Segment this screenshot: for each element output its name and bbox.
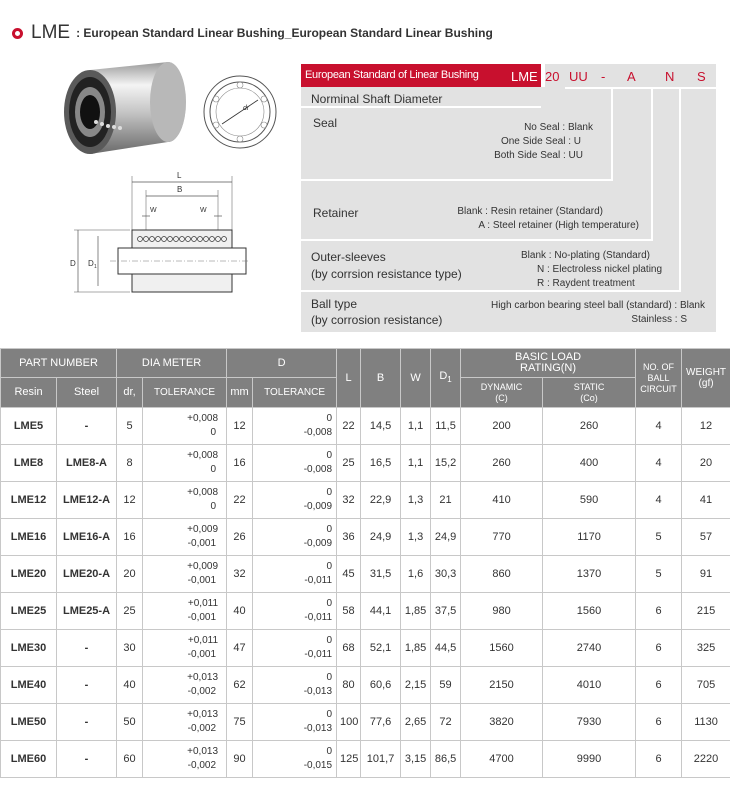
cell-w: 1,85 xyxy=(401,630,431,667)
cell-ball-circuit: 4 xyxy=(636,445,682,482)
tolerance-upper: 0 xyxy=(326,635,333,646)
cell-dr: 5 xyxy=(117,408,143,445)
cell-dynamic: 980 xyxy=(461,593,543,630)
th-l: L xyxy=(337,349,361,408)
page-title: LME xyxy=(31,22,71,43)
cell-dynamic: 2150 xyxy=(461,667,543,704)
cell-w: 3,15 xyxy=(401,741,431,778)
tolerance-lower: -0,001 xyxy=(187,649,217,660)
cell-d: 22 xyxy=(227,482,253,519)
code-dash: - xyxy=(601,69,606,84)
cell-l: 32 xyxy=(337,482,361,519)
cell-dr-tolerance xyxy=(143,482,227,519)
cell-static: 2740 xyxy=(543,630,636,667)
dim-w-right-label: W xyxy=(200,207,207,214)
cell-dr-tolerance xyxy=(143,741,227,778)
cell-dynamic: 4700 xyxy=(461,741,543,778)
tolerance-upper: +0,011 xyxy=(187,598,219,609)
cell-dynamic: 200 xyxy=(461,408,543,445)
th-part-number: PART NUMBER xyxy=(1,349,117,378)
tolerance-upper: 0 xyxy=(326,487,333,498)
cell-static: 1170 xyxy=(543,519,636,556)
cell-b: 52,1 xyxy=(361,630,401,667)
tolerance-lower: -0,015 xyxy=(303,760,333,771)
cell-d: 40 xyxy=(227,593,253,630)
tolerance-lower: -0,002 xyxy=(187,686,217,697)
seal-option-2: One Side Seal : U xyxy=(500,136,581,147)
cell-b: 31,5 xyxy=(361,556,401,593)
cell-resin: LME8 xyxy=(1,445,57,482)
side-view-drawing xyxy=(70,160,250,305)
cell-d-tolerance xyxy=(253,593,337,630)
cell-d: 12 xyxy=(227,408,253,445)
bullet-icon xyxy=(12,28,23,39)
tolerance-lower: -0,002 xyxy=(187,760,217,771)
cell-b: 24,9 xyxy=(361,519,401,556)
cell-resin: LME50 xyxy=(1,704,57,741)
designation-diagram xyxy=(301,64,716,332)
tolerance-lower: -0,013 xyxy=(303,723,333,734)
cell-weight: 91 xyxy=(682,556,730,593)
tolerance-lower: -0,008 xyxy=(303,464,333,475)
cell-d1: 15,2 xyxy=(431,445,461,482)
seal-option-1: No Seal : Blank xyxy=(524,122,593,133)
cell-b: 77,6 xyxy=(361,704,401,741)
table-row xyxy=(1,704,730,741)
tolerance-upper: 0 xyxy=(326,746,333,757)
outer-title-2: (by corrsion resistance type) xyxy=(311,267,462,281)
table-row xyxy=(1,556,730,593)
tolerance-upper: +0,011 xyxy=(187,635,219,646)
cell-w: 1,85 xyxy=(401,593,431,630)
cell-l: 25 xyxy=(337,445,361,482)
th-static: STATIC (Co) xyxy=(543,378,636,408)
tolerance-upper: +0,008 xyxy=(187,487,219,498)
cell-resin: LME5 xyxy=(1,408,57,445)
cell-steel: - xyxy=(57,704,117,741)
code-20: 20 xyxy=(545,69,560,84)
outer-option-3: R : Raydent treatment xyxy=(537,278,635,289)
cell-w: 1,3 xyxy=(401,519,431,556)
cell-dynamic: 410 xyxy=(461,482,543,519)
tolerance-upper: +0,008 xyxy=(187,413,219,424)
cell-d1: 59 xyxy=(431,667,461,704)
cell-w: 1,1 xyxy=(401,445,431,482)
cell-d1: 30,3 xyxy=(431,556,461,593)
cell-ball-circuit: 4 xyxy=(636,482,682,519)
tolerance-lower: 0 xyxy=(210,464,217,475)
cell-dr: 25 xyxy=(117,593,143,630)
ball-option-1: High carbon bearing steel ball (standard) : Blank xyxy=(490,300,705,311)
cell-static: 1560 xyxy=(543,593,636,630)
cell-static: 590 xyxy=(543,482,636,519)
cell-w: 2,65 xyxy=(401,704,431,741)
seal-option-3: Both Side Seal : UU xyxy=(494,150,583,161)
tolerance-upper: 0 xyxy=(326,450,333,461)
cell-dr: 50 xyxy=(117,704,143,741)
dim-d1-subscript: 1 xyxy=(94,264,97,270)
cell-static: 260 xyxy=(543,408,636,445)
cell-dr-tolerance xyxy=(143,630,227,667)
cell-w: 1,3 xyxy=(401,482,431,519)
cell-weight: 1130 xyxy=(682,704,730,741)
cell-l: 125 xyxy=(337,741,361,778)
th-mm: mm xyxy=(227,378,253,408)
table-row xyxy=(1,482,730,519)
tolerance-upper: 0 xyxy=(326,524,333,535)
th-d: D xyxy=(227,349,337,378)
tolerance-lower: -0,002 xyxy=(187,723,217,734)
cell-resin: LME40 xyxy=(1,667,57,704)
page-header xyxy=(12,22,493,44)
outer-option-2: N : Electroless nickel plating xyxy=(537,264,663,275)
dim-l-label: L xyxy=(177,171,182,180)
cell-steel: LME16-A xyxy=(57,519,117,556)
cell-d1: 21 xyxy=(431,482,461,519)
cell-d-tolerance xyxy=(253,556,337,593)
ball-title-1: Ball type xyxy=(311,297,358,311)
ball-title-2: (by corrosion resistance) xyxy=(311,313,443,327)
cell-w: 2,15 xyxy=(401,667,431,704)
cell-weight: 20 xyxy=(682,445,730,482)
cell-resin: LME16 xyxy=(1,519,57,556)
cell-d: 90 xyxy=(227,741,253,778)
outer-title-1: Outer-sleeves xyxy=(311,250,386,264)
seal-title: Seal xyxy=(313,116,338,130)
bushing-photo xyxy=(60,58,190,158)
cell-dr-tolerance xyxy=(143,519,227,556)
table-row xyxy=(1,667,730,704)
cell-weight: 325 xyxy=(682,630,730,667)
cell-ball-circuit: 4 xyxy=(636,408,682,445)
cell-l: 58 xyxy=(337,593,361,630)
table-row xyxy=(1,445,730,482)
tolerance-upper: 0 xyxy=(326,598,333,609)
tolerance-upper: 0 xyxy=(326,561,333,572)
tolerance-upper: +0,009 xyxy=(187,561,219,572)
retainer-option-2: A : Steel retainer (High temperature) xyxy=(478,220,639,231)
cell-d-tolerance xyxy=(253,445,337,482)
cell-dr: 12 xyxy=(117,482,143,519)
cell-dr: 40 xyxy=(117,667,143,704)
th-weight: WEIGHT (gf) xyxy=(682,349,730,408)
th-tolerance: TOLERANCE xyxy=(143,378,227,408)
th-tolerance-d: TOLERANCE xyxy=(253,378,337,408)
table-row xyxy=(1,408,730,445)
tolerance-lower: -0,008 xyxy=(303,427,333,438)
cell-static: 1370 xyxy=(543,556,636,593)
cell-b: 16,5 xyxy=(361,445,401,482)
cell-weight: 705 xyxy=(682,667,730,704)
cell-dr: 8 xyxy=(117,445,143,482)
cell-d1: 24,9 xyxy=(431,519,461,556)
cell-d-tolerance xyxy=(253,741,337,778)
tolerance-lower: -0,001 xyxy=(187,538,217,549)
table-row xyxy=(1,630,730,667)
tolerance-lower: 0 xyxy=(210,501,217,512)
cell-steel: LME8-A xyxy=(57,445,117,482)
cell-dr: 60 xyxy=(117,741,143,778)
table-row xyxy=(1,593,730,630)
cell-b: 101,7 xyxy=(361,741,401,778)
cell-weight: 57 xyxy=(682,519,730,556)
cell-w: 1,1 xyxy=(401,408,431,445)
cell-d1: 72 xyxy=(431,704,461,741)
dim-d1-label: D xyxy=(88,259,94,268)
cell-ball-circuit: 6 xyxy=(636,667,682,704)
cell-b: 14,5 xyxy=(361,408,401,445)
th-basic-load: BASIC LOAD RATING(N) xyxy=(461,349,636,378)
th-d1: $D_1$ xyxy=(431,349,461,408)
cell-dynamic: 260 xyxy=(461,445,543,482)
designation-bar xyxy=(301,64,541,87)
cell-ball-circuit: 6 xyxy=(636,741,682,778)
cell-resin: LME30 xyxy=(1,630,57,667)
cell-d1: 11,5 xyxy=(431,408,461,445)
dim-d-label: D xyxy=(70,259,76,268)
retainer-title: Retainer xyxy=(313,206,359,220)
cell-d-tolerance xyxy=(253,408,337,445)
cell-l: 45 xyxy=(337,556,361,593)
cell-d: 32 xyxy=(227,556,253,593)
cell-l: 36 xyxy=(337,519,361,556)
dim-dr-label: dr xyxy=(243,105,250,112)
tolerance-upper: +0,009 xyxy=(187,524,219,535)
code-s: S xyxy=(697,69,706,84)
cell-ball-circuit: 5 xyxy=(636,519,682,556)
cell-resin: LME20 xyxy=(1,556,57,593)
retainer-option-1: Blank : Resin retainer (Standard) xyxy=(457,206,603,217)
cell-resin: LME25 xyxy=(1,593,57,630)
cell-d-tolerance xyxy=(253,482,337,519)
cell-static: 9990 xyxy=(543,741,636,778)
cell-d: 16 xyxy=(227,445,253,482)
cell-ball-circuit: 6 xyxy=(636,630,682,667)
cell-b: 22,9 xyxy=(361,482,401,519)
cell-resin: LME60 xyxy=(1,741,57,778)
cell-steel: - xyxy=(57,741,117,778)
table-header-row-1 xyxy=(1,349,730,378)
cell-steel: - xyxy=(57,408,117,445)
cell-dr-tolerance xyxy=(143,593,227,630)
cell-w: 1,6 xyxy=(401,556,431,593)
cell-l: 22 xyxy=(337,408,361,445)
code-a: A xyxy=(627,69,636,84)
cell-d-tolerance xyxy=(253,667,337,704)
tolerance-lower: 0 xyxy=(210,427,217,438)
cell-ball-circuit: 5 xyxy=(636,556,682,593)
code-n: N xyxy=(665,69,675,84)
cell-l: 80 xyxy=(337,667,361,704)
front-view-drawing xyxy=(200,72,280,152)
cell-weight: 2220 xyxy=(682,741,730,778)
cell-steel: LME12-A xyxy=(57,482,117,519)
cell-dr-tolerance xyxy=(143,408,227,445)
cell-static: 400 xyxy=(543,445,636,482)
cell-b: 60,6 xyxy=(361,667,401,704)
tolerance-lower: -0,001 xyxy=(187,575,217,586)
tolerance-lower: -0,001 xyxy=(187,612,217,623)
cell-dr: 16 xyxy=(117,519,143,556)
th-w: W xyxy=(401,349,431,408)
tolerance-lower: -0,009 xyxy=(303,538,333,549)
spec-table xyxy=(0,348,730,778)
cell-d: 47 xyxy=(227,630,253,667)
tolerance-lower: -0,011 xyxy=(304,649,333,660)
tolerance-upper: +0,008 xyxy=(187,450,219,461)
cell-d-tolerance xyxy=(253,630,337,667)
cell-ball-circuit: 6 xyxy=(636,704,682,741)
code-uu: UU xyxy=(569,69,588,84)
cell-dr: 30 xyxy=(117,630,143,667)
tolerance-upper: 0 xyxy=(326,672,333,683)
cell-ball-circuit: 6 xyxy=(636,593,682,630)
cell-dynamic: 770 xyxy=(461,519,543,556)
cell-d1: 86,5 xyxy=(431,741,461,778)
th-steel: Steel xyxy=(57,378,117,408)
cell-dynamic: 3820 xyxy=(461,704,543,741)
cell-static: 7930 xyxy=(543,704,636,741)
tolerance-lower: -0,011 xyxy=(304,612,333,623)
th-dia-meter: DIA METER xyxy=(117,349,227,378)
tolerance-lower: -0,013 xyxy=(303,686,333,697)
tolerance-upper: +0,013 xyxy=(187,709,219,720)
cell-weight: 12 xyxy=(682,408,730,445)
shaft-label: Norminal Shaft Diameter xyxy=(311,92,443,106)
cell-d: 75 xyxy=(227,704,253,741)
cell-steel: - xyxy=(57,667,117,704)
tolerance-lower: -0,009 xyxy=(303,501,333,512)
cell-l: 100 xyxy=(337,704,361,741)
cell-l: 68 xyxy=(337,630,361,667)
tolerance-upper: +0,013 xyxy=(187,672,219,683)
cell-steel: LME25-A xyxy=(57,593,117,630)
cell-static: 4010 xyxy=(543,667,636,704)
cell-dr-tolerance xyxy=(143,667,227,704)
ball-option-2: Stainless : S xyxy=(631,314,687,325)
page-subtitle: : European Standard Linear Bushing_European Standard Linear Bushing xyxy=(76,26,493,40)
cell-dr-tolerance xyxy=(143,445,227,482)
cell-weight: 41 xyxy=(682,482,730,519)
table-row xyxy=(1,741,730,778)
cell-resin: LME12 xyxy=(1,482,57,519)
cell-d-tolerance xyxy=(253,704,337,741)
th-ball-circuit: NO. OF BALL CIRCUIT xyxy=(636,349,682,408)
cell-d-tolerance xyxy=(253,519,337,556)
th-dynamic: DYNAMIC (C) xyxy=(461,378,543,408)
table-row xyxy=(1,519,730,556)
cell-d: 62 xyxy=(227,667,253,704)
dim-b-label: B xyxy=(177,185,183,194)
cell-weight: 215 xyxy=(682,593,730,630)
tolerance-upper: +0,013 xyxy=(187,746,219,757)
dim-w-left-label: W xyxy=(150,207,157,214)
th-dr: dr, xyxy=(117,378,143,408)
cell-dynamic: 860 xyxy=(461,556,543,593)
cell-steel: LME20-A xyxy=(57,556,117,593)
cell-d1: 44,5 xyxy=(431,630,461,667)
tolerance-upper: 0 xyxy=(326,709,333,720)
cell-b: 44,1 xyxy=(361,593,401,630)
cell-dr-tolerance xyxy=(143,704,227,741)
tolerance-upper: 0 xyxy=(326,413,333,424)
cell-d1: 37,5 xyxy=(431,593,461,630)
outer-option-1: Blank : No-plating (Standard) xyxy=(521,250,650,261)
cell-dr-tolerance xyxy=(143,556,227,593)
cell-d: 26 xyxy=(227,519,253,556)
cell-dynamic: 1560 xyxy=(461,630,543,667)
tolerance-lower: -0,011 xyxy=(304,575,333,586)
th-b: B xyxy=(361,349,401,408)
code-lme: LME xyxy=(511,69,538,84)
cell-dr: 20 xyxy=(117,556,143,593)
cell-steel: - xyxy=(57,630,117,667)
designation-bar-label: European Standard of Linear Bushing xyxy=(305,69,479,81)
th-resin: Resin xyxy=(1,378,57,408)
